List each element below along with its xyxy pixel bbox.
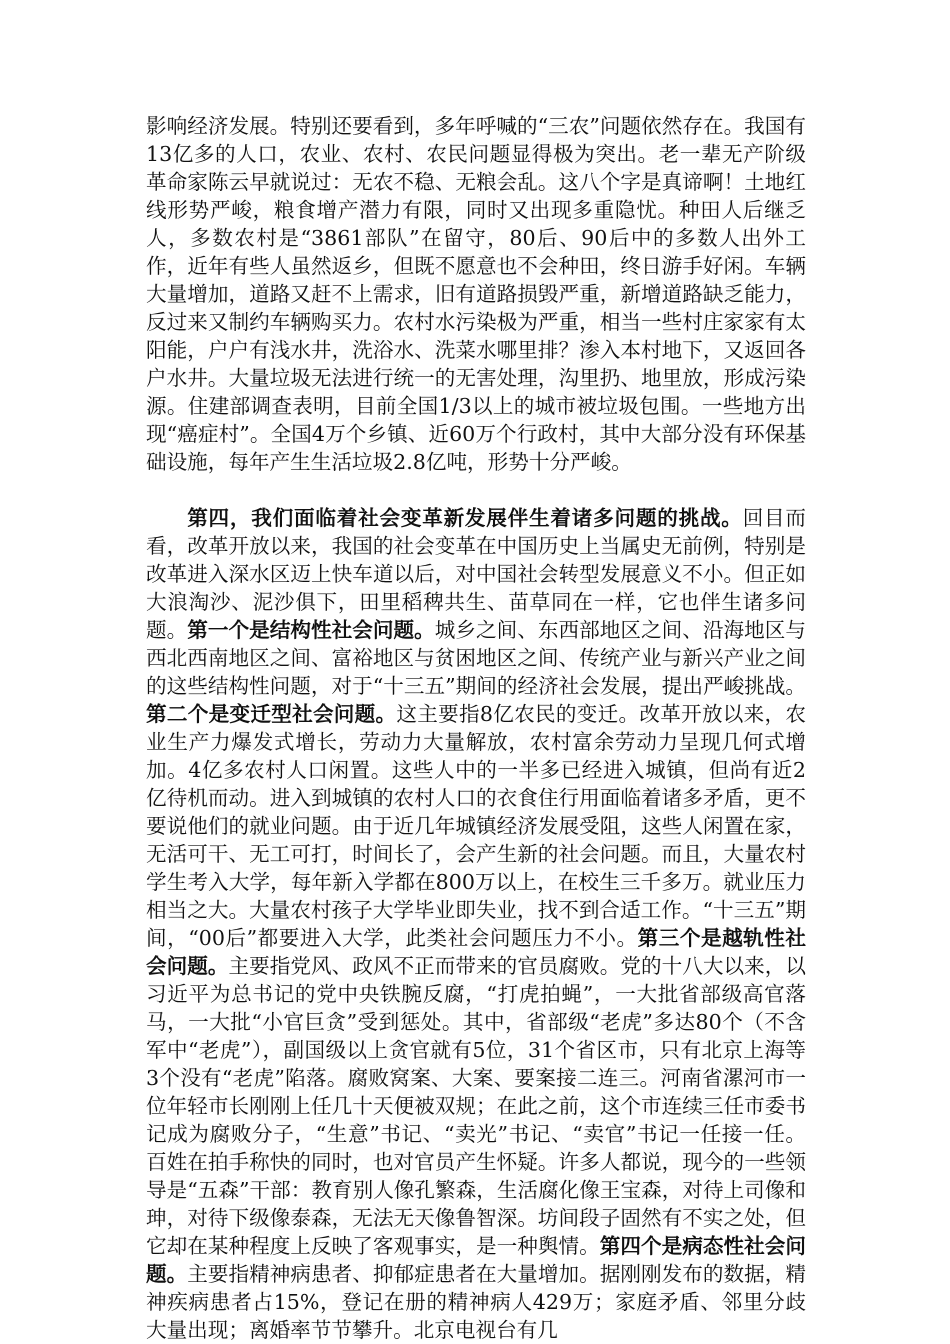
heading-structural-problem: 第一个是结构性社会问题。 <box>187 618 435 642</box>
paragraph-text: 主要指党风、政风不正而带来的官员腐败。党的十八大以来，以习近平为总书记的党中央铁腕反腐，“打虎拍蝇”，一大批省部级高官落马，一大批“小官巨贪”受到惩处。其中，省部级“老虎”多达80个（不含军中“老虎”），副国级以上贪官就有5位，31个省区市，只有北京上海等3个没有“老虎”陷落。腐败窝案、大案、要案接二连三。河南省漯河市一位年轻市长刚刚上任几十天便被双规；在此之前，这个市连续三任市委书记成为腐败分子，“生意”书记、“卖光”书记、“卖官”书记一任接一任。百姓在拍手称快的同时，也对官员产生怀疑。许多人都说，现今的一些领导是“五森”干部：教育别人像孔繁森，生活腐化像王宝森，对待上司像和珅，对待下级像泰森，无法无天像鲁智深。坊间段子固然有不实之处，但它却在某种程度上反映了客观事实，是一种舆情。 <box>146 954 807 1258</box>
paragraph-fourth-challenge <box>146 504 806 1344</box>
heading-deviant-problem: 第三个是越轨性社会问题。 <box>146 926 806 978</box>
heading-pathological-problem: 第四个是病态性社会问题。 <box>146 1234 807 1286</box>
heading-fourth-challenge: 第四，我们面临着社会变革新发展伴生着诸多问题的挑战。 <box>187 506 743 530</box>
paragraph-text: 这主要指8亿农民的变迁。改革开放以来，农业生产力爆发式增长，劳动力大量解放，农村富余劳动力呈现几何式增加。4亿多农村人口闲置。这些人中的一半多已经进入城镇，但尚有近2亿待机而动。进入到城镇的农村人口的衣食住行用面临着诸多矛盾，更不要说他们的就业问题。由于近几年城镇经济发展受阻，这些人闲置在家，无活可干、无工可打，时间长了，会产生新的社会问题。而且，大量农村学生考入大学，每年新入学都在800万以上，在校生三千多万。就业压力相当之大。大量农村孩子大学毕业即失业，找不到合适工作。“十三五”期间，“00后”都要进入大学，此类社会问题压力不小。 <box>146 702 807 950</box>
paragraph-rural-issues <box>146 112 806 476</box>
document-page <box>146 112 806 1344</box>
paragraph-text: 城乡之间、东西部地区之间、沿海地区与西北西南地区之间、富裕地区与贫困地区之间、传统产业与新兴产业之间的这些结构性问题，对于“十三五”期间的经济社会发展，提出严峻挑战。 <box>146 618 807 698</box>
heading-transitional-problem: 第二个是变迁型社会问题。 <box>146 702 397 726</box>
paragraph-text: 主要指精神病患者、抑郁症患者在大量增加。据刚刚发布的数据，精神疾病患者占15%，登记在册的精神病人429万；家庭矛盾、邻里分歧大量出现；离婚率节节攀升。北京电视台有几 <box>146 1262 807 1342</box>
paragraph-text: 影响经济发展。特别还要看到，多年呼喊的“三农”问题依然存在。我国有13亿多的人口，农业、农村、农民问题显得极为突出。老一辈无产阶级革命家陈云早就说过：无农不稳、无粮会乱。这八个字是真谛啊！土地红线形势严峻，粮食增产潜力有限，同时又出现多重隐忧。种田人后继乏人，多数农村是“3861部队”在留守，80后、90后中的多数人出外工作，近年有些人虽然返乡，但既不愿意也不会种田，终日游手好闲。车辆大量增加，道路又赶不上需求，旧有道路损毁严重，新增道路缺乏能力，反过来又制约车辆购买力。农村水污染极为严重，相当一些村庄家家有太阳能，户户有浅水井，洗浴水、洗菜水哪里排？渗入本村地下，又返回各户水井。大量垃圾无法进行统一的无害处理，沟里扔、地里放，形成污染源。住建部调查表明，目前全国1/3以上的城市被垃圾包围。一些地方出现“癌症村”。全国4万个乡镇、近60万个行政村，其中大部分没有环保基础设施，每年产生生活垃圾2.8亿吨，形势十分严峻。 <box>146 114 806 474</box>
paragraph-text: 回目而看，改革开放以来，我国的社会变革在中国历史上当属史无前例，特别是改革进入深水区迈上快车道以后，对中国社会转型发展意义不小。但正如大浪淘沙、泥沙俱下，田里稻稗共生、苗草同在一样，它也伴生诸多问题。 <box>146 506 807 642</box>
